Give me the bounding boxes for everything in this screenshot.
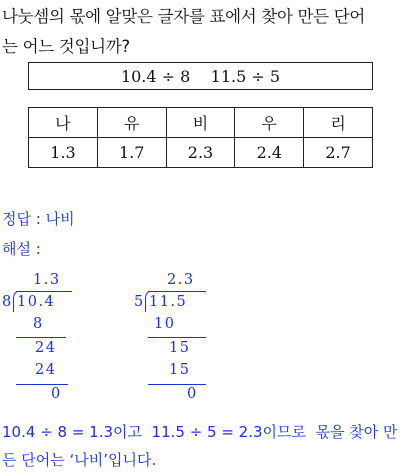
division-bar bbox=[16, 291, 72, 292]
step-subtract-1: 10 bbox=[154, 316, 176, 332]
dividend: 10.4 bbox=[17, 294, 56, 310]
expression-1: 10.4 ÷ 8 bbox=[120, 66, 191, 86]
question-text bbox=[2, 2, 398, 62]
long-division-2 bbox=[134, 272, 224, 412]
final-remainder: 0 bbox=[51, 386, 62, 402]
value-cell: 2.7 bbox=[304, 138, 373, 168]
remainder-1: 15 bbox=[169, 340, 191, 356]
values-row bbox=[29, 138, 373, 168]
long-division-1 bbox=[2, 272, 92, 412]
divisor: 8 bbox=[2, 294, 13, 310]
letter-cell: 나 bbox=[29, 108, 98, 138]
letter-cell: 리 bbox=[304, 108, 373, 138]
conclusion-text bbox=[2, 418, 400, 474]
answer-label: 정답 : bbox=[2, 210, 41, 228]
letter-cell: 유 bbox=[97, 108, 166, 138]
letter-cell: 비 bbox=[166, 108, 235, 138]
quotient: 2.3 bbox=[167, 272, 195, 288]
solution-label: 해설 : bbox=[2, 240, 41, 258]
step-subtract-2: 24 bbox=[35, 362, 57, 378]
final-remainder: 0 bbox=[187, 386, 198, 402]
step-bar-1 bbox=[148, 337, 206, 338]
conclusion-line-1: 10.4 ÷ 8 = 1.3이고 11.5 ÷ 5 = 2.3이므로 몫을 찾아 만 bbox=[2, 423, 398, 441]
value-cell: 2.4 bbox=[235, 138, 304, 168]
question-line-2: 는 어느 것입니까? bbox=[2, 37, 130, 56]
conclusion-line-2: 든 단어는 ‘나비’입니다. bbox=[2, 451, 157, 469]
letters-row bbox=[29, 108, 373, 138]
dividend: 11.5 bbox=[149, 294, 188, 310]
expression-box bbox=[28, 62, 373, 90]
answer-value: 나비 bbox=[45, 210, 75, 228]
value-cell: 2.3 bbox=[166, 138, 235, 168]
expression-gap bbox=[190, 67, 210, 86]
step-bar-1 bbox=[16, 337, 66, 338]
step-bar-2 bbox=[148, 384, 206, 385]
expression-2: 11.5 ÷ 5 bbox=[210, 66, 281, 86]
question-line-1: 나눗셈의 몫에 알맞은 글자를 표에서 찾아 만든 단어 bbox=[2, 7, 366, 26]
letter-cell: 우 bbox=[235, 108, 304, 138]
remainder-1: 24 bbox=[35, 340, 57, 356]
value-cell: 1.7 bbox=[97, 138, 166, 168]
lookup-table bbox=[28, 107, 373, 168]
division-bar bbox=[148, 291, 206, 292]
step-subtract-2: 15 bbox=[169, 362, 191, 378]
divisor: 5 bbox=[134, 294, 145, 310]
step-subtract-1: 8 bbox=[33, 316, 44, 332]
step-bar-2 bbox=[16, 384, 68, 385]
value-cell: 1.3 bbox=[29, 138, 98, 168]
answer-line bbox=[2, 208, 75, 229]
quotient: 1.3 bbox=[33, 272, 61, 288]
